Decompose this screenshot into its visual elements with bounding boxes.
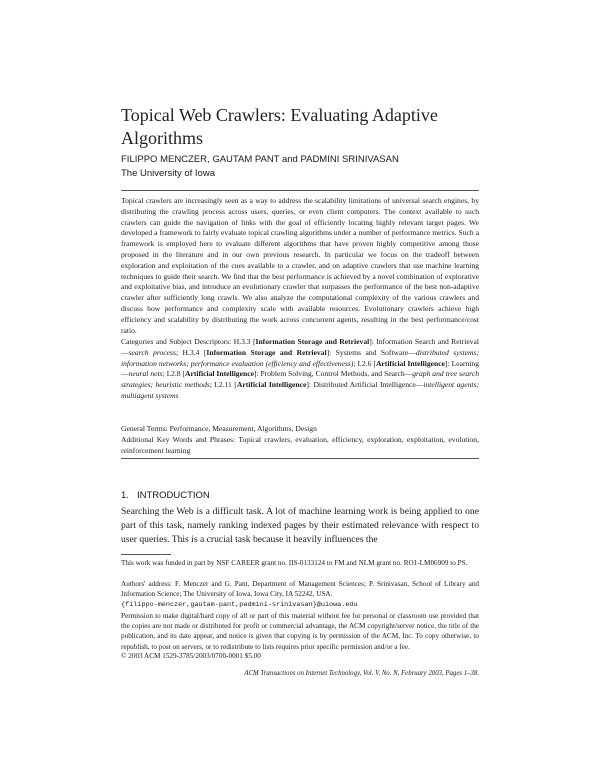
author-affiliation: The University of Iowa [121, 168, 215, 179]
author-emails: {filippo-menczer,gautam-pant,padmini-srinivasan}@uiowa.edu [121, 601, 358, 610]
running-footer: ACM Transactions on Internet Technology, Vol. V, No. N, February 2003, Pages 1–38. [244, 670, 479, 677]
general-terms: General Terms: Performance, Measurement, Algorithms, Design [121, 424, 317, 433]
additional-keywords: Additional Key Words and Phrases: Topical crawlers, evaluation, efficiency, exploration, exploitation, evolution, reinforcement learning [121, 435, 479, 455]
introduction-text: Searching the Web is a difficult task. A lot of machine learning work is being applied to one part of this task, namely ranking indexed pages by their estimated relevance with respect to user queries. This is a crucial task because it heavily influences the [121, 506, 479, 545]
author-list: FILIPPO MENCZER, GAUTAM PANT and PADMINI SRINIVASAN [121, 154, 399, 165]
footnote-funding: This work was funded in part by NSF CAREER grant no. IIS-0133124 to FM and NLM grant no. RO1-LM06909 to PS. [121, 559, 468, 567]
footnote-rule [121, 554, 171, 555]
footnote-address: Authors' address: F. Menczer and G. Pant, Department of Management Sciences; P. Srinivasan, School of Library and Information Science; The University of Iowa, Iowa City, IA 52242, USA. {filippo-menczer,gautam-pant,padmini-srinivasan}@uiowa.edu [121, 580, 479, 610]
abstract-bottom-rule [121, 458, 479, 459]
abstract-top-rule [121, 190, 479, 191]
abstract-text: Topical crawlers are increasingly seen as a way to address the scalability limitations of universal search engines, by distributing the crawling process across users, queries, or even client computers. The context available to such crawlers can guide the navigation of links with the goal of efficiently locating highly relevant target pages. We developed a framework to fairly evaluate topical crawling algorithms under a number of performance metrics. Such a framework is employed here to evaluate different algorithms that have proven highly competitive among those proposed in the literature and in our own previous research. In particular we focus on the tradeoff between exploration and exploitation of the cues available to a crawler, and on adaptive crawlers that use machine learning techniques to guide their search. We find that the best performance is achieved by a novel combination of explorative and exploitative bias, and introduce an evolutionary crawler that surpasses the performance of the best non-adaptive crawler after sufficiently long crawls. We also analyze the computational complexity of the various crawlers and discuss how performance and complexity scale with available resources. Evolutionary crawlers achieve high efficiency and scalability by distributing the work across concurrent agents, resulting in the best performance/cost ratio. [121, 196, 479, 335]
section-heading [121, 490, 210, 502]
section-number: 1. [121, 490, 129, 501]
categories-label: Categories and Subject Descriptors: [121, 337, 232, 346]
section-title: INTRODUCTION [136, 490, 210, 501]
footnote-permission: Permission to make digital/hard copy of all or part of this material without fee for personal or classroom use provided that the copies are not made or distributed for profit or commercial advantage, the ACM copyright/server notice, the title of the publication, and its date appear, and notice is given that copying is by permission of the ACM, Inc. To copy otherwise, to republish, to post on servers, or to redistribute to lists requires prior specific permission and/or a fee. [121, 612, 479, 651]
paper-title: Topical Web Crawlers: Evaluating Adaptive Algorithms [121, 105, 438, 148]
footnote-copyright: © 2003 ACM 1529-3785/2003/0700-0001 $5.00 [121, 652, 261, 660]
categories-descriptors: Categories and Subject Descriptors: H.3.3 [Information Storage and Retrieval]: Information Search and Retrieval—search process; H.3.4 [Information Storage and Retrieval]: Systems and Software—distributed systems; information networks; performance evaluation (efficiency and effectiveness); I.2.6 [Artificial Intelligence]: Learning—neural nets; I.2.8 [Artificial Intelligence]: Problem Solving, Control Methods, and Search—graph and tree search strategies; heuristic methods; I.2.11 [Artificial Intelligence]: Distributed Artificial Intelligence—intelligent agents; multiagent systems [121, 337, 480, 400]
